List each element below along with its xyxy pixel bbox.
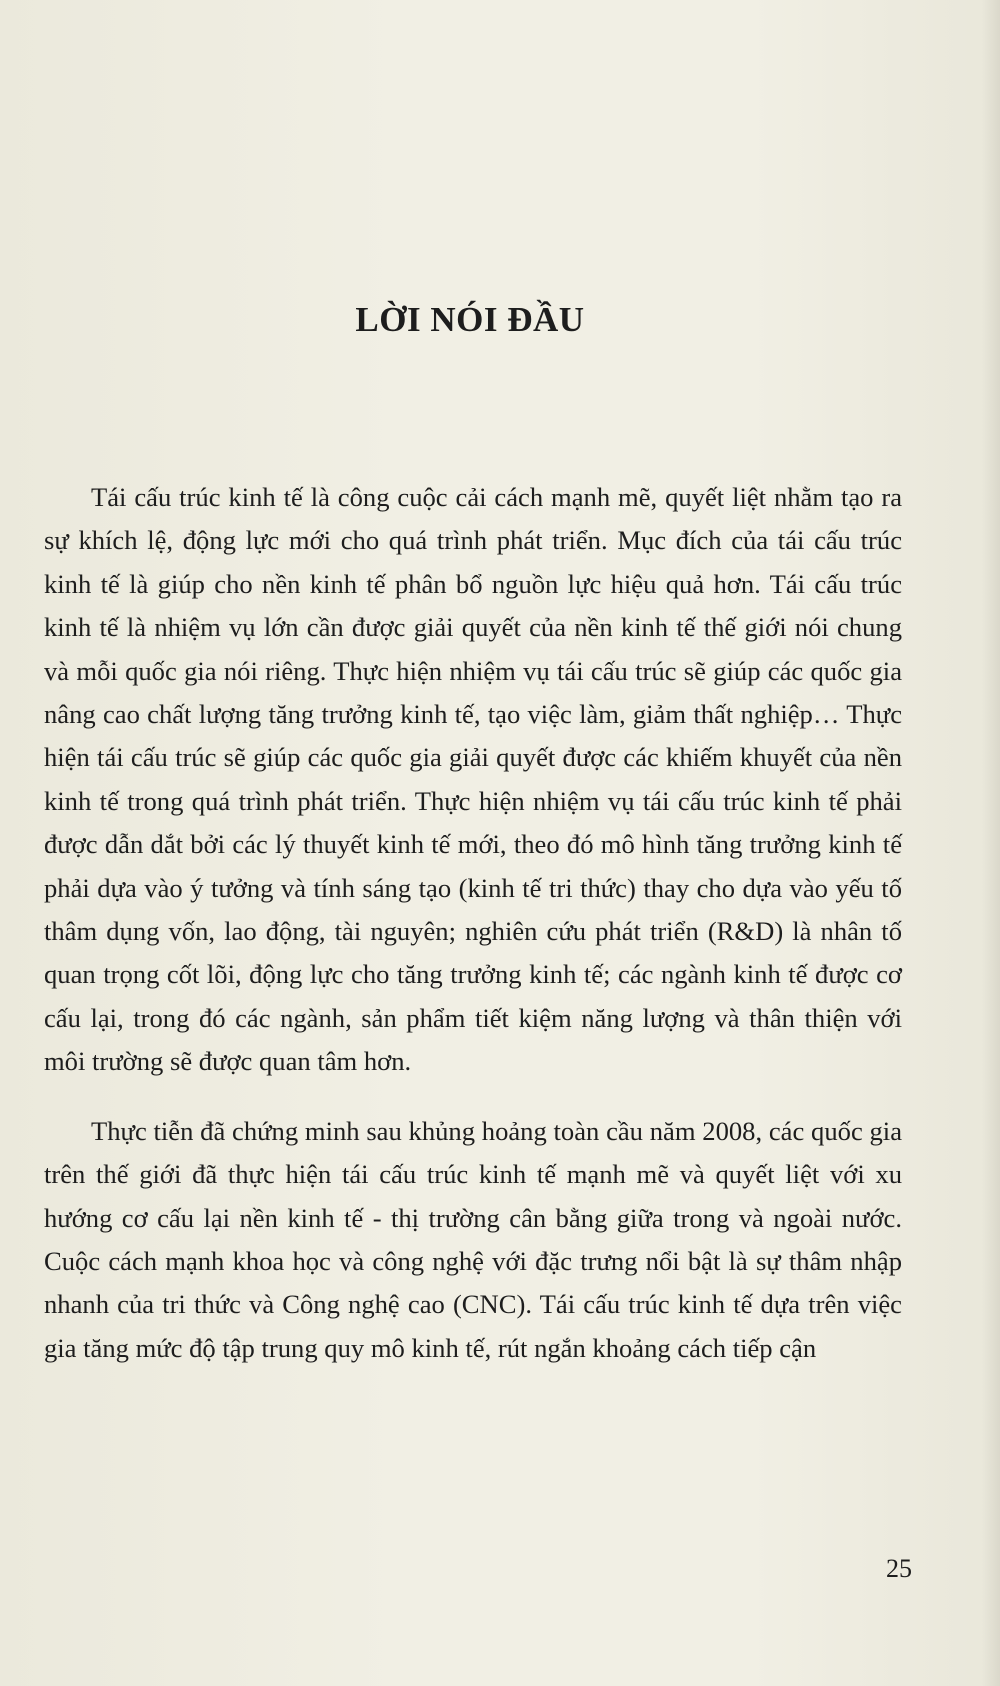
paragraph-1: Tái cấu trúc kinh tế là công cuộc cải cách mạnh mẽ, quyết liệt nhằm tạo ra sự khích lệ, động lực mới cho quá trình phát triển. Mục đích của tái cấu trúc kinh tế là giúp cho nền kinh tế phân bổ nguồn lực hiệu quả hơn. Tái cấu trúc kinh tế là nhiệm vụ lớn cần được giải quyết của nền kinh tế thế giới nói chung và mỗi quốc gia nói riêng. Thực hiện nhiệm vụ tái cấu trúc sẽ giúp các quốc gia nâng cao chất lượng tăng trưởng kinh tế, tạo việc làm, giảm thất nghiệp… Thực hiện tái cấu trúc sẽ giúp các quốc gia giải quyết được các khiếm khuyết của nền kinh tế trong quá trình phát triển. Thực hiện nhiệm vụ tái cấu trúc kinh tế phải được dẫn dắt bởi các lý thuyết kinh tế mới, theo đó mô hình tăng trưởng kinh tế phải dựa vào ý tưởng và tính sáng tạo (kinh tế tri thức) thay cho dựa vào yếu tố thâm dụng vốn, lao động, tài nguyên; nghiên cứu phát triển (R&D) là nhân tố quan trọng cốt lõi, động lực cho tăng trưởng kinh tế; các ngành kinh tế được cơ cấu lại, trong đó các ngành, sản phẩm tiết kiệm năng lượng và thân thiện với môi trường sẽ được quan tâm hơn. [44,482,902,1077]
page-title: LỜI NÓI ĐẦU [355,300,585,339]
paragraph-2: Thực tiễn đã chứng minh sau khủng hoảng toàn cầu năm 2008, các quốc gia trên thế giới đã thực hiện tái cấu trúc kinh tế mạnh mẽ và quyết liệt với xu hướng cơ cấu lại nền kinh tế - thị trường cân bằng giữa trong và ngoài nước. Cuộc cách mạnh khoa học và công nghệ với đặc trưng nổi bật là sự thâm nhập nhanh của tri thức và Công nghệ cao (CNC). Tái cấu trúc kinh tế dựa trên việc gia tăng mức độ tập trung quy mô kinh tế, rút ngắn khoảng cách tiếp cận [44,1115,902,1363]
body-text [44,476,902,1396]
page-edge-shadow [982,0,1000,1686]
page-number: 25 [886,1554,912,1583]
